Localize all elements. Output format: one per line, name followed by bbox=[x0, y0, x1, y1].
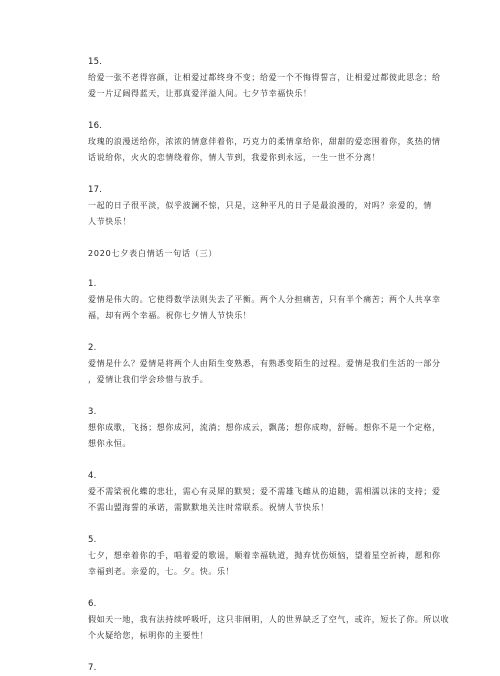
item-text-line: 幸福到老。亲爱的，七。夕。快。乐！ bbox=[88, 567, 235, 576]
item-text-line: 假如天一地，我有法持续呼吸吁，这只非闸明，人的世界缺乏了空气，或许，短长了你。所以收 bbox=[88, 615, 450, 624]
item-text-line: ，爱情让我们学会珍惜与放手。 bbox=[88, 375, 209, 384]
list-item bbox=[88, 406, 441, 452]
item-number: 5. bbox=[88, 535, 97, 545]
item-text-line: 玫瑰的浪漫送给你，浓浓的情意伴着你，巧克力的柔情拿给你，甜甜的爱恋围着你，炙热的情 bbox=[88, 137, 441, 146]
list-item bbox=[88, 598, 450, 644]
item-text-line: 想你永恒。 bbox=[88, 439, 131, 448]
item-text-line: 爱一片辽阔得蓝天，让那真爱洋溢人间。七夕节幸福快乐！ bbox=[88, 89, 312, 98]
list-item bbox=[88, 470, 441, 516]
list-item bbox=[88, 278, 441, 324]
item-number: 15. bbox=[88, 57, 103, 67]
item-text-line: 给爱一张不老得容颜，让相爱过都终身不变；给爱一个不悔得誓言，让相爱过都彼此思念；给 bbox=[88, 73, 441, 82]
item-text-line: 一起的日子很平淡，似乎波澜不惊，只是，这种平凡的日子是最浪漫的，对吗？亲爱的，情 bbox=[88, 201, 432, 210]
item-number: 17. bbox=[88, 185, 103, 195]
item-number: 2. bbox=[88, 343, 97, 353]
item-text-line: 爱不需梁祝化蝶的悲壮，需心有灵犀的默契；爱不需雄飞雌从的追随，需相濡以沫的支持；爱 bbox=[88, 487, 441, 496]
item-number: 3. bbox=[88, 407, 97, 417]
item-text-line: 个火疑给您，标明你的主要性！ bbox=[88, 631, 209, 640]
item-text-line: 爱情是伟大的。它使得数学法则失去了平衡。两个人分担痛苦，只有半个痛苦；两个人共享幸 bbox=[88, 295, 441, 304]
list-item bbox=[88, 342, 441, 388]
item-text-line: 福，却有两个幸福。祝你七夕情人节快乐！ bbox=[88, 311, 252, 320]
item-number: 4. bbox=[88, 471, 97, 481]
item-number: 6. bbox=[88, 599, 97, 609]
document-content bbox=[88, 56, 450, 676]
item-text-line: 话说给你，火火的恋情绕着你，情人节到，我爱你到永远，一生一世不分离！ bbox=[88, 153, 381, 162]
list-item bbox=[88, 184, 433, 230]
item-text-line: 爱情是什么？爱情是将两个人由陌生变熟悉，有熟悉变陌生的过程。爱情是我们生活的一部分 bbox=[88, 359, 441, 368]
list-item bbox=[88, 56, 441, 102]
item-text-line: 不需山盟海誓的承诺，需默默地关注时常联系。祝情人节快乐！ bbox=[88, 503, 329, 512]
item-number: 16. bbox=[88, 121, 103, 131]
item-number: 7. bbox=[88, 663, 97, 673]
list-item bbox=[88, 534, 441, 580]
section-title: 2020七夕表白情话一句话（三） bbox=[88, 249, 218, 258]
item-number: 1. bbox=[88, 279, 97, 289]
item-text-line: 想你成歌，飞扬；想你成河，流淌；想你成云，飘荡；想你成吻，舒畅。想你不是一个定格， bbox=[88, 423, 441, 432]
list-item bbox=[88, 662, 433, 676]
item-text-line: 七夕，想牵着你的手，唱着爱的歌谣，顺着幸福轨道，抛弃忧伤烦恼，望着星空祈祷，愿和你 bbox=[88, 551, 441, 560]
list-item bbox=[88, 120, 441, 166]
item-text-line: 人节快乐！ bbox=[88, 217, 131, 226]
